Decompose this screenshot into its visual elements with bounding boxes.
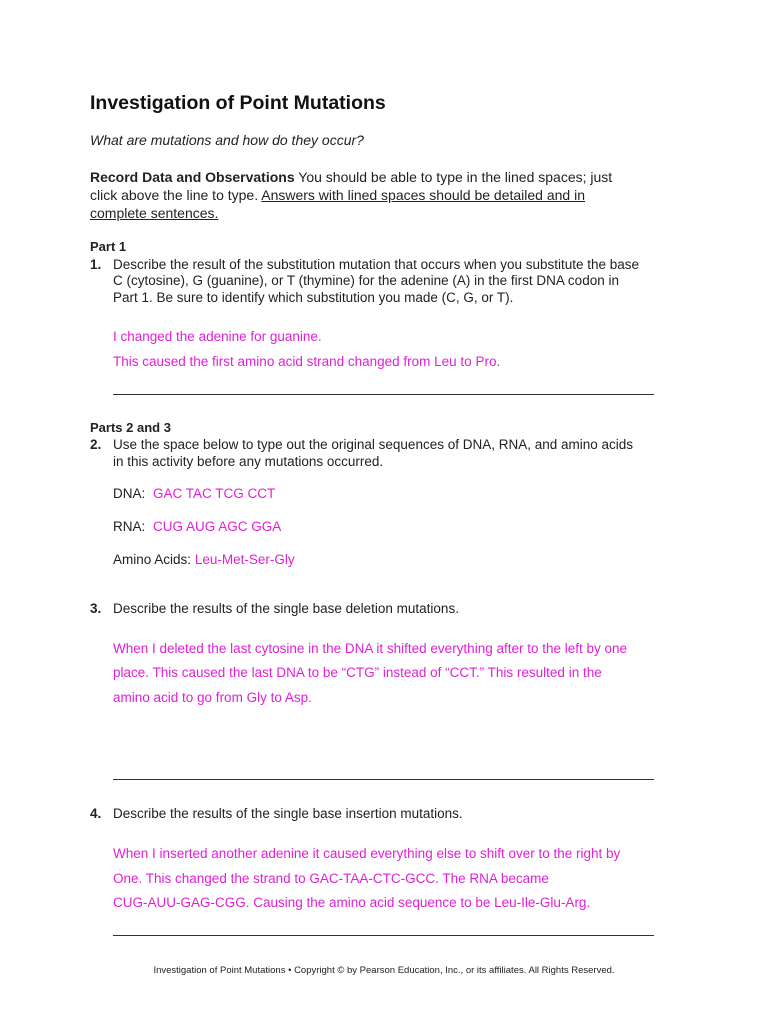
question-2-number: 2.	[90, 437, 102, 452]
page-title: Investigation of Point Mutations	[90, 92, 386, 114]
record-text-3-underlined: complete sentences.	[90, 205, 219, 221]
question-2-line-2: in this activity before any mutations occurred.	[113, 454, 384, 469]
answer-4-line-1[interactable]: When I inserted another adenine it caused everything else to shift over to the right by	[113, 846, 621, 861]
rna-label: RNA:	[113, 519, 146, 534]
answer-1-line-2[interactable]: This caused the first amino acid strand changed from Leu to Pro.	[113, 354, 501, 369]
question-3-number: 3.	[90, 601, 102, 616]
question-1-line-1: Describe the result of the substitution mutation that occurs when you substitute the base	[113, 257, 640, 272]
question-3-text: Describe the results of the single base deletion mutations.	[113, 601, 459, 616]
page-footer: Investigation of Point Mutations • Copyright © by Pearson Education, Inc., or its affiliates. All Rights Reserved.	[153, 965, 615, 976]
answer-3-line-1[interactable]: When I deleted the last cytosine in the DNA it shifted everything after to the left by one	[113, 641, 628, 656]
record-instructions-line-1	[90, 168, 612, 186]
answer-1-rule	[113, 394, 654, 395]
answer-3-line-2[interactable]: place. This caused the last DNA to be “CTG” instead of “CCT.” This resulted in the	[113, 665, 602, 680]
amino-acids-row	[113, 551, 295, 569]
record-text-1: You should be able to type in the lined spaces; just	[298, 169, 613, 185]
record-instructions-line-2	[90, 186, 585, 204]
answer-4-line-3[interactable]: CUG-AUU-GAG-CGG. Causing the amino acid sequence to be Leu-Ile-Glu-Arg.	[113, 895, 591, 910]
answer-3-rule	[113, 779, 654, 780]
answer-4-line-2[interactable]: One. This changed the strand to GAC-TAA-CTC-GCC. The RNA became	[113, 871, 549, 886]
dna-row	[113, 485, 275, 503]
question-1-number: 1.	[90, 257, 102, 272]
answer-4-rule	[113, 935, 654, 936]
amino-acids-value[interactable]: Leu-Met-Ser-Gly	[194, 552, 295, 567]
amino-acids-label: Amino Acids:	[113, 552, 192, 567]
question-2-line-1: Use the space below to type out the original sequences of DNA, RNA, and amino acids	[113, 437, 634, 452]
question-1-line-3: Part 1. Be sure to identify which substitution you made (C, G, or T).	[113, 290, 514, 305]
question-4-number: 4.	[90, 806, 102, 821]
record-text-2-underlined: Answers with lined spaces should be detailed and in	[261, 187, 585, 203]
answer-3-line-3[interactable]: amino acid to go from Gly to Asp.	[113, 690, 312, 705]
record-heading: Record Data and Observations	[90, 169, 295, 185]
parts23-heading: Parts 2 and 3	[90, 420, 171, 435]
question-4-text: Describe the results of the single base insertion mutations.	[113, 806, 463, 821]
rna-value[interactable]: CUG AUG AGC GGA	[153, 519, 282, 534]
part1-heading: Part 1	[90, 239, 127, 254]
dna-value[interactable]: GAC TAC TCG CCT	[153, 486, 276, 501]
record-text-2: click above the line to type.	[90, 187, 259, 203]
rna-row	[113, 518, 281, 536]
dna-label: DNA:	[113, 486, 146, 501]
page-subtitle: What are mutations and how do they occur?	[90, 132, 364, 148]
answer-1-line-1[interactable]: I changed the adenine for guanine.	[113, 329, 322, 344]
question-1-line-2: C (cytosine), G (guanine), or T (thymine) for the adenine (A) in the first DNA codon in	[113, 273, 619, 288]
